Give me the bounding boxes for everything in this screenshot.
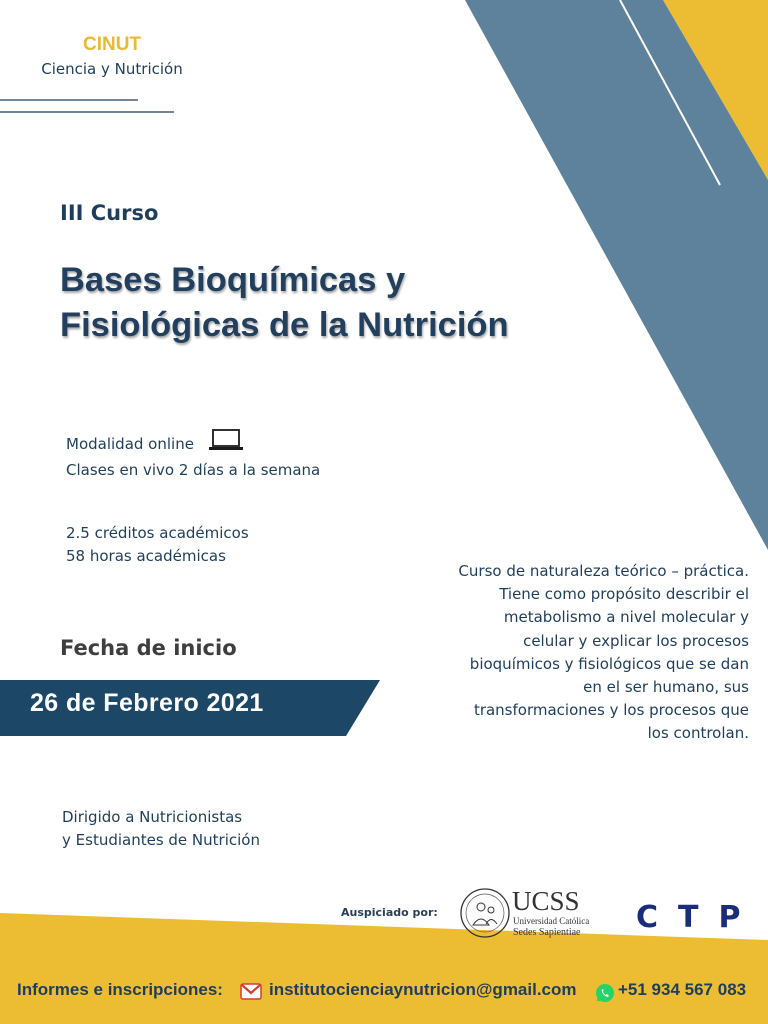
ucss-acronym: UCSS bbox=[512, 886, 580, 916]
ucss-name-line2: Sedes Sapientiae bbox=[513, 927, 581, 938]
course-title-line1: Bases Bioquímicas y bbox=[60, 261, 406, 299]
ucss-logo bbox=[460, 883, 600, 943]
ucss-name-line1: Universidad Católica bbox=[513, 916, 590, 926]
brand-subtitle: Ciencia y Nutrición bbox=[41, 60, 183, 78]
class-schedule: Clases en vivo 2 días a la semana bbox=[66, 461, 321, 479]
description-line: Curso de naturaleza teórico – práctica. bbox=[458, 562, 749, 580]
course-title-line2: Fisiológicas de la Nutrición bbox=[60, 306, 509, 344]
description-line: los controlan. bbox=[647, 724, 749, 743]
contact-phone[interactable]: +51 934 567 083 bbox=[618, 980, 747, 999]
modality-info bbox=[66, 428, 320, 482]
description-line: en el ser humano, sus bbox=[583, 678, 749, 697]
description-line: Tiene como propósito describir el bbox=[499, 585, 749, 604]
start-date-label: Fecha de inicio bbox=[60, 636, 237, 660]
course-description bbox=[400, 560, 749, 746]
ctp-wordmark: CTP bbox=[636, 900, 761, 935]
description-line: transformaciones y los procesos que bbox=[473, 701, 749, 720]
ctp-logo bbox=[636, 899, 761, 935]
course-title bbox=[60, 258, 509, 348]
contact-label: Informes e inscripciones: bbox=[17, 980, 223, 999]
laptop-icon bbox=[208, 428, 244, 459]
description-line: metabolismo a nivel molecular y bbox=[503, 608, 749, 627]
gmail-icon bbox=[240, 983, 262, 1000]
credits-info bbox=[66, 522, 249, 568]
credits-label: 2.5 créditos académicos bbox=[66, 524, 249, 542]
whatsapp-icon bbox=[595, 983, 615, 1003]
modality-label: Modalidad online bbox=[66, 435, 194, 453]
sponsors-label: Auspiciado por: bbox=[341, 906, 438, 919]
hours-label: 58 horas académicas bbox=[66, 547, 226, 565]
brand-block bbox=[0, 34, 224, 80]
audience-line1: Dirigido a Nutricionistas bbox=[62, 808, 243, 826]
start-date-value: 26 de Febrero 2021 bbox=[30, 689, 264, 717]
course-edition: III Curso bbox=[60, 201, 159, 225]
brand-name: CINUT bbox=[82, 34, 142, 55]
audience-info bbox=[62, 806, 260, 852]
contact-email[interactable]: institutocienciaynutricion@gmail.com bbox=[269, 980, 577, 999]
audience-line2: y Estudiantes de Nutrición bbox=[62, 831, 260, 849]
description-line: celular y explicar los procesos bbox=[523, 631, 749, 650]
description-line: bioquímicos y fisiológicos que se dan bbox=[469, 654, 749, 673]
